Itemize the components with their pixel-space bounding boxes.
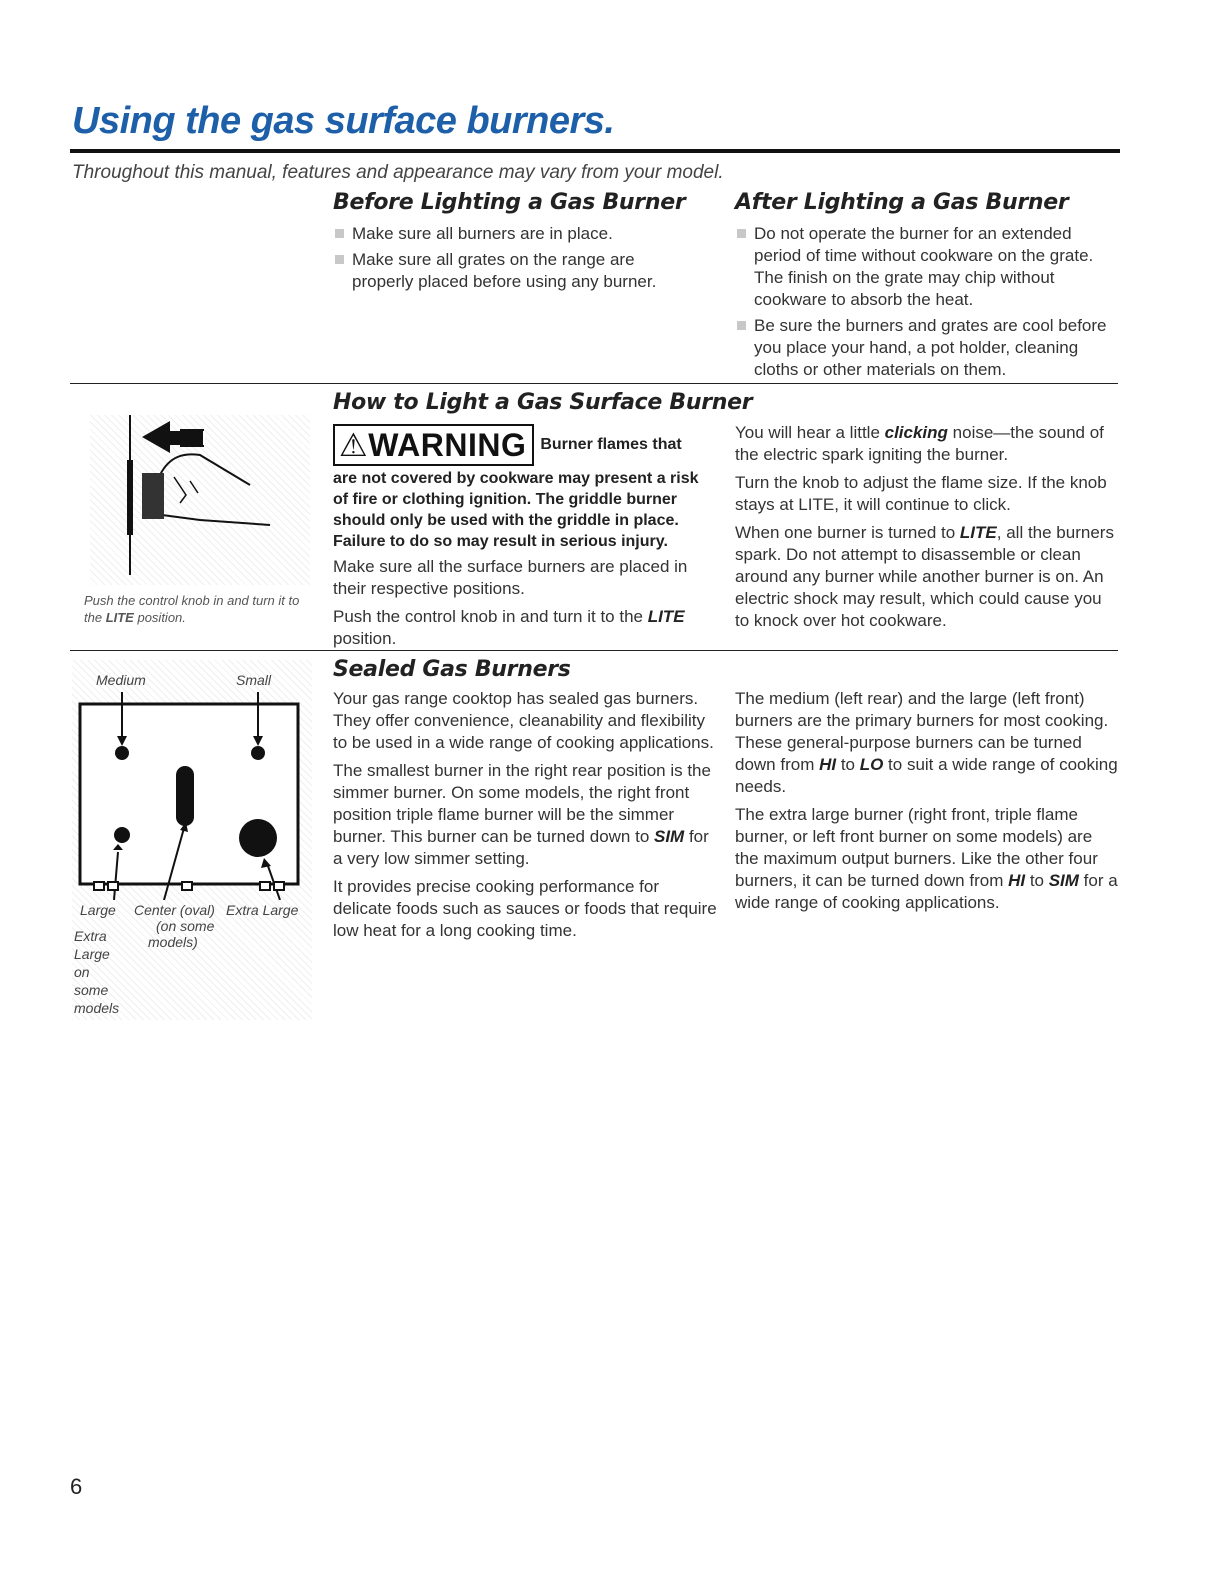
after-lighting-list xyxy=(735,223,1110,385)
section-divider-1 xyxy=(70,383,1118,384)
page-title: Using the gas surface burners. xyxy=(72,100,615,142)
warning-triangle-icon: ⚠ xyxy=(339,427,369,463)
before-lighting-list xyxy=(333,223,678,297)
label-center-oval: Center (oval) xyxy=(134,902,215,918)
section-divider-2 xyxy=(70,650,1118,651)
sealed-right-para-2: The extra large burner (right front, triple flame burner, or left front burner on some models) are the maximum output burners. Like the other four burners, it can be turned down from HI to SIM for a wide range of cooking applications. xyxy=(735,805,1118,912)
warning-text: are not covered by cookware may present a risk of fire or clothing ignition. The griddle burner should only be used with the griddle in place. Failure to do so may result in serious injury. xyxy=(333,470,699,550)
title-rule xyxy=(70,149,1120,153)
page-number: 6 xyxy=(70,1474,83,1499)
before-bullet-2: Make sure all grates on the range are properly placed before using any burner. xyxy=(333,249,678,293)
how-to-light-para-1: Make sure all the surface burners are placed in their respective positions. xyxy=(333,557,688,598)
label-small: Small xyxy=(236,672,272,688)
label-models-paren: models) xyxy=(148,934,198,950)
label-extra: Extra xyxy=(74,928,107,944)
knob-caption: Push the control knob in and turn it to the LITE position. xyxy=(84,593,300,625)
sealed-para-1: Your gas range cooktop has sealed gas burners. They offer convenience, cleanability and flexibility to be used in a wide range of cooking applications. xyxy=(333,689,714,752)
bullet-square-icon xyxy=(335,255,344,264)
page-subtitle: Throughout this manual, features and appearance may vary from your model. xyxy=(72,162,724,183)
sealed-left-column xyxy=(333,688,718,948)
how-to-light-right-column xyxy=(735,422,1120,638)
how-to-light-para-2: Push the control knob in and turn it to the LITE position. xyxy=(333,607,685,648)
label-large: Large xyxy=(80,902,116,918)
label-medium: Medium xyxy=(96,672,146,688)
sealed-right-para-1: The medium (left rear) and the large (left front) burners are the primary burners for most cooking. These general-purpose burners can be turned down from HI to LO to suit a wide range of cooking needs. xyxy=(735,689,1118,796)
hand-knob-icon xyxy=(90,415,310,585)
spark-paragraph: When one burner is turned to LITE, all the burners spark. Do not attempt to disassemble or clean around any burner while another burner is on. An electric shock may result, which could cause you to knock over hot cookware. xyxy=(735,523,1114,630)
warning-badge: ⚠WARNING xyxy=(333,424,534,466)
after-lighting-heading: After Lighting a Gas Burner xyxy=(735,190,1069,215)
label-large-2: Large xyxy=(74,946,110,962)
cooktop-layout-icon xyxy=(72,660,312,900)
bullet-square-icon xyxy=(335,229,344,238)
label-on: on xyxy=(74,964,90,980)
sealed-burners-heading: Sealed Gas Burners xyxy=(333,657,571,682)
burner-layout-diagram xyxy=(72,660,312,1020)
flame-size-paragraph: Turn the knob to adjust the flame size. If the knob stays at LITE, it will continue to click. xyxy=(735,473,1107,514)
label-some: some xyxy=(74,982,109,998)
sealed-para-3: It provides precise cooking performance for delicate foods such as sauces or foods that require low heat for a long cooking time. xyxy=(333,877,717,940)
label-models: models xyxy=(74,1000,120,1016)
knob-illustration xyxy=(90,415,310,585)
before-lighting-heading: Before Lighting a Gas Burner xyxy=(333,190,686,215)
after-bullet-1: Do not operate the burner for an extended period of time without cookware on the grate. The finish on the grate may chip without cookware to absorb the heat. xyxy=(735,223,1110,311)
how-to-light-heading: How to Light a Gas Surface Burner xyxy=(333,390,753,415)
after-bullet-2: Be sure the burners and grates are cool before you place your hand, a pot holder, cleaning cloths or other materials on them. xyxy=(735,315,1110,381)
warning-block xyxy=(333,424,718,656)
before-bullet-1: Make sure all burners are in place. xyxy=(333,223,678,245)
sealed-para-2: The smallest burner in the right rear position is the simmer burner. On some models, the right front position triple flame burner will be the simmer burner. This burner can be turned down to SIM for a very low simmer setting. xyxy=(333,761,711,868)
bullet-square-icon xyxy=(737,321,746,330)
bullet-square-icon xyxy=(737,229,746,238)
clicking-paragraph: You will hear a little clicking noise—the sound of the electric spark igniting the burner. xyxy=(735,423,1104,464)
sealed-right-column xyxy=(735,688,1120,920)
label-on-some: (on some xyxy=(156,918,215,934)
label-extra-large: Extra Large xyxy=(226,902,299,918)
warning-lead: Burner flames that xyxy=(540,436,682,454)
